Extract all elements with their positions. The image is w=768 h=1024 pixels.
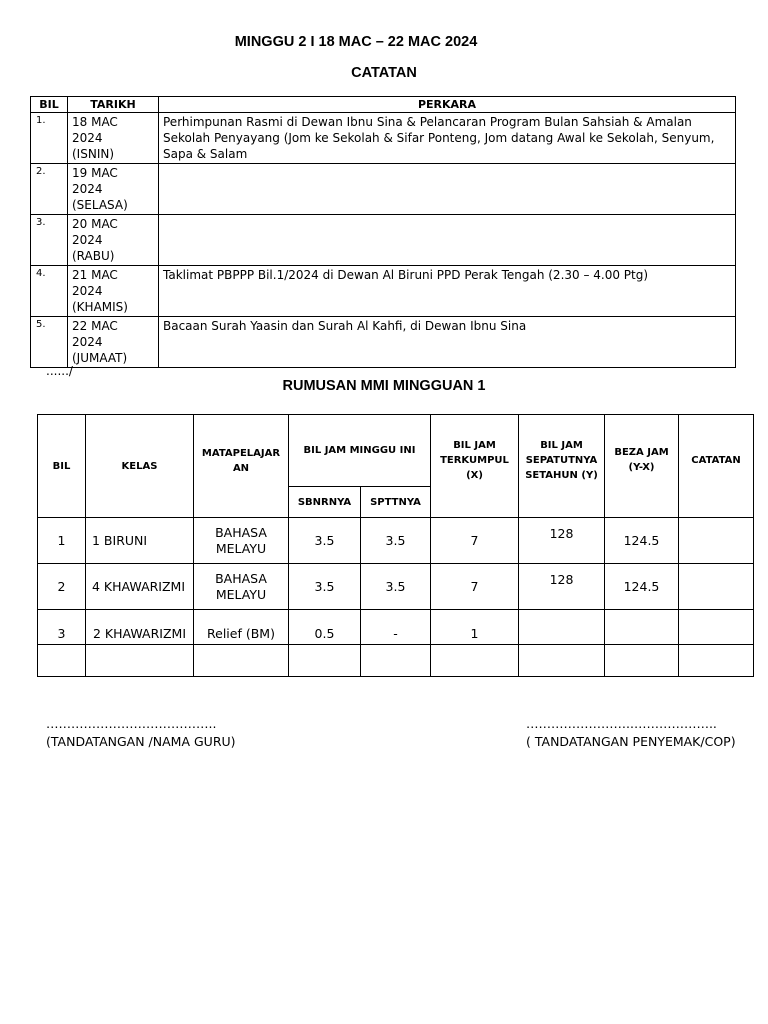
header-perkara: PERKARA xyxy=(159,97,736,113)
row-date: 21 MAC xyxy=(72,268,118,282)
row-day: (KHAMIS) xyxy=(72,300,128,314)
cell-spttnya: - xyxy=(361,610,431,645)
table-row xyxy=(31,266,736,317)
header-sepatutnya-line2: SEPATUTNYA xyxy=(525,454,598,466)
cell-subject xyxy=(194,518,289,564)
row-day: (JUMAAT) xyxy=(72,351,128,365)
mmi-title: RUMUSAN MMI MINGGUAN 1 xyxy=(282,378,486,394)
cell-subject-line2: MELAYU xyxy=(215,540,267,556)
row-day: (SELASA) xyxy=(72,198,128,212)
cell-beza xyxy=(605,610,679,645)
header-sepatutnya-line1: BIL JAM xyxy=(540,439,583,451)
cell-terkumpul: 1 xyxy=(431,610,519,645)
teacher-signature-label: (TANDATANGAN /NAMA GURU) xyxy=(46,734,236,749)
row-date: 18 MAC xyxy=(72,115,118,129)
row-year: 2024 xyxy=(72,335,103,349)
cell-catatan xyxy=(679,610,754,645)
header-tarikh: TARIKH xyxy=(68,97,159,113)
header-bil: BIL xyxy=(31,97,68,113)
row-bil: 4. xyxy=(31,266,68,317)
row-perkara: Perhimpunan Rasmi di Dewan Ibnu Sina & Pelancaran Program Bulan Sahsiah & Amalan Sekolah Penyayang (Jom ke Sekolah & Sifar Ponteng, Jom datang Awal ke Sekolah, Senyum, Sapa & Salam xyxy=(159,113,736,164)
cell-sbnrnya: 3.5 xyxy=(289,564,361,610)
cell-catatan xyxy=(679,564,754,610)
row-year: 2024 xyxy=(72,284,103,298)
cell-empty xyxy=(605,645,679,677)
row-bil: 2. xyxy=(31,164,68,215)
header-sepatutnya xyxy=(519,415,605,518)
cell-sbnrnya: 0.5 xyxy=(289,610,361,645)
row-perkara: Bacaan Surah Yaasin dan Surah Al Kahfi, di Dewan Ibnu Sina xyxy=(159,317,736,368)
cell-subject-line1: BAHASA xyxy=(215,570,267,586)
cell-kelas: 2 KHAWARIZMI xyxy=(86,610,194,645)
header-terkumpul-line1: BIL JAM xyxy=(453,439,496,451)
teacher-signature-line: ………………………………….. xyxy=(46,716,217,731)
cell-spttnya: 3.5 xyxy=(361,564,431,610)
cell-terkumpul: 7 xyxy=(431,518,519,564)
header-matapelajaran xyxy=(194,415,289,518)
cell-terkumpul: 7 xyxy=(431,564,519,610)
cell-empty xyxy=(194,645,289,677)
mmi-table xyxy=(37,414,754,677)
table-row xyxy=(31,164,736,215)
cell-empty xyxy=(38,645,86,677)
week-heading: MINGGU 2 I 18 MAC – 22 MAC 2024 xyxy=(234,34,478,50)
checker-signature-label: ( TANDATANGAN PENYEMAK/COP) xyxy=(526,734,736,749)
cell-subject-line1: BAHASA xyxy=(215,524,267,540)
row-year: 2024 xyxy=(72,182,103,196)
cell-subject: Relief (BM) xyxy=(194,610,289,645)
cell-empty xyxy=(519,645,605,677)
cell-sbnrnya: 3.5 xyxy=(289,518,361,564)
row-tarikh xyxy=(68,164,159,215)
row-perkara xyxy=(159,215,736,266)
cell-bil: 3 xyxy=(38,610,86,645)
row-tarikh xyxy=(68,266,159,317)
header-sepatutnya-line3: SETAHUN (Y) xyxy=(525,469,598,481)
row-perkara: Taklimat PBPPP Bil.1/2024 di Dewan Al Biruni PPD Perak Tengah (2.30 – 4.00 Ptg) xyxy=(159,266,736,317)
row-tarikh xyxy=(68,113,159,164)
row-day: (RABU) xyxy=(72,249,115,263)
catatan-table xyxy=(30,96,736,368)
checker-signature-line: ……………………..……………….. xyxy=(526,716,717,731)
table-row-empty xyxy=(38,645,754,677)
row-date: 22 MAC xyxy=(72,319,118,333)
table-row xyxy=(38,564,754,610)
header-beza-line1: BEZA JAM xyxy=(614,447,669,458)
header-sbnrnya: SBNRNYA xyxy=(289,487,361,518)
header-bil-jam-minggu: BIL JAM MINGGU INI xyxy=(289,415,431,487)
cell-catatan xyxy=(679,518,754,564)
row-bil: 3. xyxy=(31,215,68,266)
cell-empty xyxy=(361,645,431,677)
cell-sepatutnya xyxy=(519,610,605,645)
cell-beza: 124.5 xyxy=(605,518,679,564)
catatan-title: CATATAN xyxy=(351,65,417,81)
mmi-header-row xyxy=(38,415,754,487)
header-kelas: KELAS xyxy=(86,415,194,518)
header-beza-line2: (Y-X) xyxy=(628,462,655,473)
row-bil: 5. xyxy=(31,317,68,368)
cell-empty xyxy=(431,645,519,677)
header-terkumpul xyxy=(431,415,519,518)
cell-sepatutnya: 128 xyxy=(519,518,605,564)
cell-sepatutnya: 128 xyxy=(519,564,605,610)
cell-bil: 2 xyxy=(38,564,86,610)
catatan-header-row xyxy=(31,97,736,113)
row-day: (ISNIN) xyxy=(72,147,115,161)
row-year: 2024 xyxy=(72,233,103,247)
row-perkara xyxy=(159,164,736,215)
cell-kelas: 4 KHAWARIZMI xyxy=(86,564,194,610)
table-row xyxy=(31,215,736,266)
table-row xyxy=(31,113,736,164)
row-bil: 1. xyxy=(31,113,68,164)
cell-empty xyxy=(289,645,361,677)
cell-subject-line2: MELAYU xyxy=(215,586,267,602)
cell-empty xyxy=(679,645,754,677)
cell-empty xyxy=(86,645,194,677)
cell-subject xyxy=(194,564,289,610)
header-spttnya: SPTTNYA xyxy=(361,487,431,518)
header-matapelajaran-line2: AN xyxy=(232,463,250,474)
row-tarikh xyxy=(68,215,159,266)
header-terkumpul-line2: TERKUMPUL xyxy=(440,454,509,466)
header-catatan: CATATAN xyxy=(679,415,754,518)
row-tarikh xyxy=(68,317,159,368)
header-matapelajaran-line1: MATAPELAJAR xyxy=(201,448,281,459)
table-row xyxy=(38,518,754,564)
row-date: 19 MAC xyxy=(72,166,118,180)
header-terkumpul-line3: (X) xyxy=(466,469,483,481)
cell-spttnya: 3.5 xyxy=(361,518,431,564)
header-bil: BIL xyxy=(38,415,86,518)
header-beza xyxy=(605,415,679,518)
continuation-mark: ....../ xyxy=(46,364,73,378)
table-row xyxy=(38,610,754,645)
table-row xyxy=(31,317,736,368)
row-date: 20 MAC xyxy=(72,217,118,231)
cell-bil: 1 xyxy=(38,518,86,564)
cell-kelas: 1 BIRUNI xyxy=(86,518,194,564)
row-year: 2024 xyxy=(72,131,103,145)
cell-beza: 124.5 xyxy=(605,564,679,610)
